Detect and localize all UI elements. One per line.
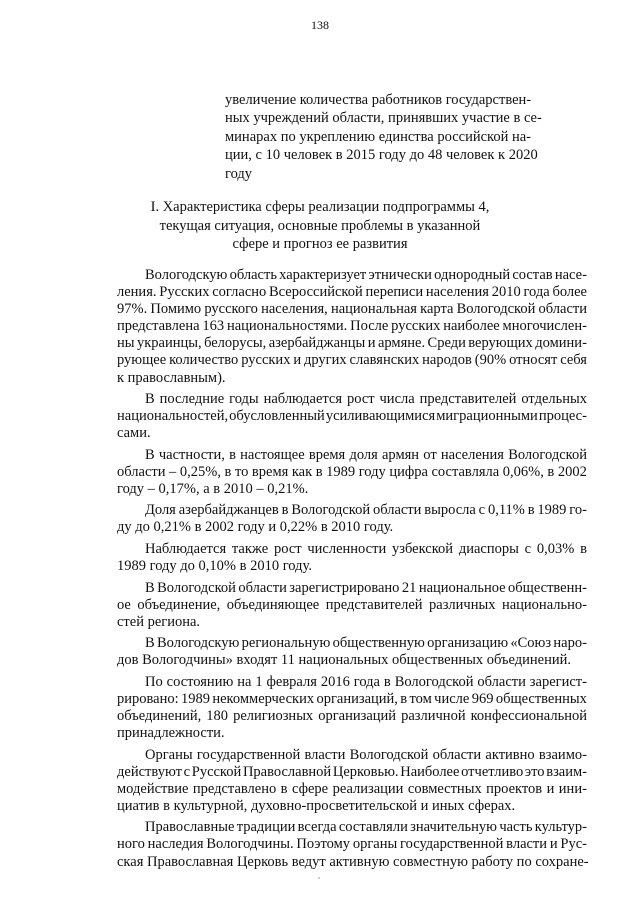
text-line: ду до 0,21% в 2002 году и 0,22% в 2010 году. [117, 519, 394, 536]
paragraph [117, 541, 587, 575]
text-line: ская Православная Церковь ведут активную совместную работу по сохране- [117, 853, 589, 870]
text-line: ных учреждений области, принявших участие в се- [225, 110, 542, 127]
text-line: 1989 году до 0,10% в 2010 году. [117, 558, 312, 575]
text-line: стей региона. [117, 613, 201, 630]
text-line: минарах по укреплению единства российской на- [225, 128, 532, 145]
text-line: области – 0,25%, в то время как в 1989 году цифра составляла 0,06%, в 2002 [117, 463, 587, 480]
text-line: В Вологодскую региональную общественную организацию «Союз наро- [145, 635, 587, 652]
text-line: национальностей, обусловленный усиливающимися миграционными процес- [117, 408, 587, 425]
text-line: увеличение количества работников государствен- [225, 92, 532, 108]
text-line: ны украинцы, белорусы, азербайджанцы и армяне. Среди верующих домини- [117, 335, 587, 352]
page-number: 138 [311, 18, 329, 32]
paragraph [117, 580, 587, 631]
text-line: рировано: 1989 некоммерческих организаций, в том числе 969 общественных [117, 690, 587, 707]
heading-line: сфере и прогноз ее развития [232, 236, 408, 252]
text-line: к православным). [117, 369, 226, 386]
paragraph [117, 674, 587, 742]
heading-line: I. Характеристика сферы реализации подпрограммы 4, [150, 199, 490, 215]
text-line: 97%. Помимо русского населения, национальная карта Вологодской области [117, 301, 587, 318]
text-line: ое объединение, объединяющее представителей различных национально- [117, 596, 587, 613]
paragraph [117, 635, 587, 669]
text-line: Вологодскую область характеризует этнически однородный состав насе- [145, 267, 587, 283]
text-line: В последние годы наблюдается рост числа представителей отдельных [145, 391, 587, 408]
section-heading [0, 198, 640, 254]
paragraph [117, 747, 587, 815]
continuation-text [225, 91, 555, 183]
text-line: сами. [117, 425, 151, 442]
text-line: году – 0,17%, а в 2010 – 0,21%. [117, 480, 309, 497]
paragraph [117, 447, 587, 498]
text-line: действуют с Русской Православной Церковью. Наиболее отчетливо это взаим- [117, 763, 587, 780]
paragraph [117, 267, 587, 387]
text-line: циатив в культурной, духовно-просветительской и иных сферах. [117, 797, 516, 814]
text-line: Православные традиции всегда составляли значительную часть культур- [145, 819, 587, 836]
text-line: Доля азербайджанцев в Вологодской области выросла с 0,11% в 1989 го- [145, 502, 587, 519]
text-line: Наблюдается также рост численности узбекской диаспоры с 0,03% в [145, 540, 587, 557]
text-line: рующее количество русских и других славянских народов (90% относят себя [117, 352, 587, 369]
text-line: В Вологодской области зарегистрировано 21 национальное общественн- [145, 579, 587, 596]
paragraph [117, 502, 587, 536]
text-line: Органы государственной власти Вологодской области активно взаимо- [145, 746, 587, 763]
paragraph [117, 391, 587, 442]
scan-speck [318, 877, 320, 879]
text-line: принадлежности. [117, 725, 225, 742]
heading-line: текущая ситуация, основные проблемы в указанной [159, 217, 481, 234]
text-line: модействие представлено в сфере реализации совместных проектов и ини- [117, 780, 587, 797]
text-line: объединений, 180 религиозных организаций различной конфессиональной [117, 707, 587, 724]
text-line: представлена 163 национальностями. После русских наиболее многочислен- [117, 318, 587, 335]
text-line: В частности, в настоящее время доля армян от населения Вологодской [145, 446, 587, 463]
paragraph [117, 819, 587, 870]
text-line: дов Вологодчины» входят 11 национальных общественных объединений. [117, 652, 571, 669]
body-text [117, 267, 587, 875]
text-line: По состоянию на 1 февраля 2016 года в Вологодской области зарегист- [145, 673, 587, 690]
text-line: году [225, 165, 253, 182]
text-line: ции, с 10 человек в 2015 году до 48 человек к 2020 [225, 147, 538, 164]
text-line: ления. Русских согласно Всероссийской переписи населения 2010 года более [117, 284, 587, 301]
text-line: ного наследия Вологодчины. Поэтому органы государственной власти и Рус- [117, 836, 587, 853]
